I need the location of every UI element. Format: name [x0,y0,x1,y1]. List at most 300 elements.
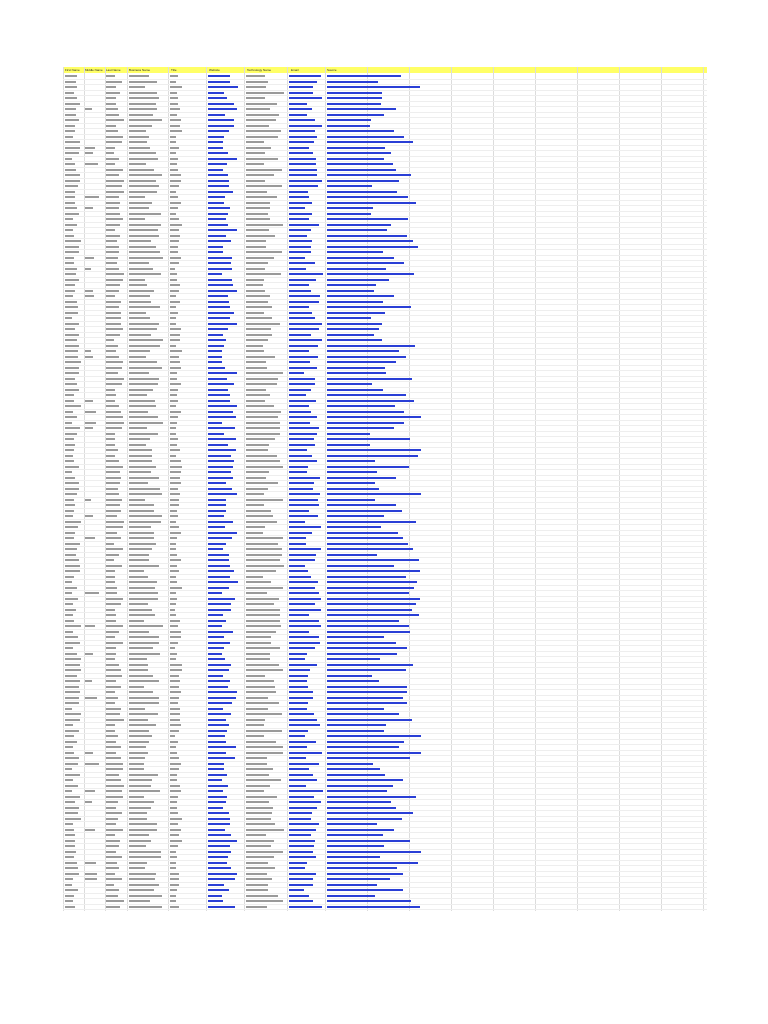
cell-link[interactable] [208,334,223,336]
cell-link[interactable] [208,856,228,858]
cell-link[interactable] [327,746,399,748]
cell-link[interactable] [327,378,412,380]
cell-link[interactable] [208,873,237,875]
cell-link[interactable] [289,807,317,809]
cell-link[interactable] [327,884,377,886]
cell-link[interactable] [327,163,393,165]
cell-link[interactable] [327,774,385,776]
cell-link[interactable] [289,708,307,710]
cell-link[interactable] [289,290,311,292]
cell-link[interactable] [208,752,226,754]
cell-link[interactable] [327,548,413,550]
cell-link[interactable] [208,774,227,776]
cell-link[interactable] [327,328,379,330]
cell-link[interactable] [327,719,412,721]
cell-link[interactable] [289,251,311,253]
cell-link[interactable] [289,438,314,440]
cell-link[interactable] [289,147,309,149]
cell-link[interactable] [289,526,321,528]
cell-link[interactable] [208,482,226,484]
cell-link[interactable] [327,554,377,556]
cell-link[interactable] [208,323,237,325]
cell-link[interactable] [327,251,383,253]
cell-link[interactable] [327,504,396,506]
cell-link[interactable] [208,741,226,743]
cell-link[interactable] [327,433,370,435]
cell-link[interactable] [289,433,317,435]
cell-link[interactable] [327,422,404,424]
cell-link[interactable] [208,598,235,600]
cell-link[interactable] [208,433,224,435]
cell-link[interactable] [289,675,308,677]
cell-link[interactable] [289,394,306,396]
cell-link[interactable] [289,790,323,792]
cell-link[interactable] [327,130,394,132]
cell-link[interactable] [208,92,224,94]
cell-link[interactable] [327,576,406,578]
cell-link[interactable] [289,240,312,242]
cell-link[interactable] [289,856,316,858]
cell-link[interactable] [327,587,414,589]
cell-link[interactable] [289,862,307,864]
cell-link[interactable] [208,785,228,787]
cell-link[interactable] [327,125,370,127]
cell-link[interactable] [208,345,224,347]
cell-link[interactable] [327,834,383,836]
cell-link[interactable] [208,499,226,501]
cell-link[interactable] [208,889,229,891]
cell-link[interactable] [289,757,306,759]
cell-link[interactable] [327,477,396,479]
cell-link[interactable] [327,405,395,407]
cell-link[interactable] [289,328,319,330]
cell-link[interactable] [327,675,372,677]
cell-link[interactable] [289,411,311,413]
cell-link[interactable] [208,521,233,523]
cell-link[interactable] [327,669,406,671]
cell-link[interactable] [208,389,228,391]
cell-link[interactable] [327,598,420,600]
cell-link[interactable] [289,444,315,446]
cell-link[interactable] [289,114,307,116]
cell-link[interactable] [208,455,231,457]
cell-link[interactable] [289,614,309,616]
cell-link[interactable] [289,383,315,385]
cell-link[interactable] [208,664,231,666]
cell-link[interactable] [289,273,323,275]
cell-link[interactable] [289,565,305,567]
cell-link[interactable] [208,796,227,798]
cell-link[interactable] [289,741,316,743]
cell-link[interactable] [289,730,308,732]
cell-link[interactable] [327,768,380,770]
col-title[interactable]: Title [171,68,177,72]
cell-link[interactable] [327,823,377,825]
cell-link[interactable] [289,367,317,369]
cell-link[interactable] [327,482,375,484]
cell-link[interactable] [208,339,226,341]
cell-link[interactable] [208,213,228,215]
cell-link[interactable] [208,620,226,622]
cell-link[interactable] [327,240,413,242]
cell-link[interactable] [327,460,375,462]
cell-link[interactable] [289,636,319,638]
cell-link[interactable] [208,576,230,578]
cell-link[interactable] [208,372,237,374]
cell-link[interactable] [327,845,384,847]
cell-link[interactable] [327,592,409,594]
cell-link[interactable] [289,202,312,204]
cell-link[interactable] [208,477,233,479]
col-middle-name[interactable]: Middle Name [85,68,103,72]
cell-link[interactable] [327,796,416,798]
cell-link[interactable] [208,515,224,517]
cell-link[interactable] [208,735,225,737]
cell-link[interactable] [289,229,311,231]
cell-link[interactable] [289,75,321,77]
cell-link[interactable] [327,642,396,644]
cell-link[interactable] [327,147,385,149]
cell-link[interactable] [208,493,237,495]
cell-link[interactable] [327,444,370,446]
cell-link[interactable] [289,180,322,182]
cell-link[interactable] [327,301,383,303]
cell-link[interactable] [289,691,313,693]
cell-link[interactable] [208,427,235,429]
cell-link[interactable] [208,614,223,616]
cell-link[interactable] [289,279,316,281]
cell-link[interactable] [327,801,391,803]
cell-link[interactable] [208,504,226,506]
cell-link[interactable] [327,862,418,864]
cell-link[interactable] [289,840,315,842]
cell-link[interactable] [327,543,408,545]
cell-link[interactable] [327,807,396,809]
cell-link[interactable] [289,543,306,545]
cell-link[interactable] [289,620,319,622]
cell-link[interactable] [289,405,309,407]
cell-link[interactable] [327,708,384,710]
cell-link[interactable] [327,257,394,259]
cell-link[interactable] [327,620,399,622]
cell-link[interactable] [289,598,321,600]
cell-link[interactable] [289,812,312,814]
cell-link[interactable] [327,86,420,88]
cell-link[interactable] [289,658,305,660]
cell-link[interactable] [208,422,222,424]
cell-link[interactable] [208,191,233,193]
cell-link[interactable] [289,504,319,506]
cell-link[interactable] [327,532,398,534]
cell-link[interactable] [208,367,225,369]
cell-link[interactable] [327,356,406,358]
cell-link[interactable] [208,587,229,589]
cell-link[interactable] [208,708,223,710]
cell-link[interactable] [289,466,308,468]
cell-link[interactable] [327,196,408,198]
cell-link[interactable] [327,218,408,220]
cell-link[interactable] [327,191,397,193]
cell-link[interactable] [327,323,382,325]
cell-link[interactable] [327,466,409,468]
cell-link[interactable] [327,818,402,820]
cell-link[interactable] [208,273,222,275]
cell-link[interactable] [208,867,231,869]
cell-link[interactable] [327,653,397,655]
cell-link[interactable] [327,119,371,121]
cell-link[interactable] [289,268,306,270]
cell-link[interactable] [208,312,234,314]
cell-link[interactable] [208,400,230,402]
cell-link[interactable] [327,169,396,171]
cell-link[interactable] [327,345,415,347]
cell-link[interactable] [208,350,222,352]
cell-link[interactable] [327,455,418,457]
cell-link[interactable] [327,686,407,688]
cell-link[interactable] [289,829,316,831]
cell-link[interactable] [289,356,318,358]
col-technology-name[interactable]: Technology Name [247,68,272,72]
cell-link[interactable] [208,697,236,699]
cell-link[interactable] [327,295,394,297]
cell-link[interactable] [327,625,409,627]
cell-link[interactable] [208,862,227,864]
cell-link[interactable] [208,411,233,413]
cell-link[interactable] [327,713,399,715]
cell-link[interactable] [208,757,235,759]
cell-link[interactable] [289,774,313,776]
cell-link[interactable] [289,174,317,176]
cell-link[interactable] [289,295,320,297]
cell-link[interactable] [208,691,237,693]
cell-link[interactable] [289,207,305,209]
cell-link[interactable] [208,284,233,286]
col-email[interactable]: Email [291,68,299,72]
cell-link[interactable] [289,796,314,798]
cell-link[interactable] [289,103,307,105]
cell-link[interactable] [208,130,229,132]
cell-link[interactable] [208,378,227,380]
cell-link[interactable] [327,449,421,451]
cell-link[interactable] [208,537,232,539]
cell-link[interactable] [208,526,225,528]
cell-link[interactable] [289,246,311,248]
cell-link[interactable] [289,493,320,495]
cell-link[interactable] [327,763,373,765]
cell-link[interactable] [289,823,319,825]
cell-link[interactable] [327,114,384,116]
cell-link[interactable] [327,565,394,567]
cell-link[interactable] [289,779,317,781]
cell-link[interactable] [327,213,371,215]
cell-link[interactable] [289,301,319,303]
cell-link[interactable] [208,229,237,231]
cell-link[interactable] [208,290,237,292]
cell-link[interactable] [208,702,232,704]
cell-link[interactable] [327,312,385,314]
cell-link[interactable] [289,141,314,143]
cell-link[interactable] [208,163,227,165]
cell-link[interactable] [327,878,390,880]
cell-link[interactable] [327,647,407,649]
cell-link[interactable] [289,125,322,127]
cell-link[interactable] [289,724,320,726]
cell-link[interactable] [327,724,386,726]
cell-link[interactable] [208,686,228,688]
cell-link[interactable] [208,570,234,572]
cell-link[interactable] [327,873,403,875]
cell-link[interactable] [327,829,394,831]
cell-link[interactable] [327,229,387,231]
cell-link[interactable] [289,735,305,737]
cell-link[interactable] [327,262,404,264]
cell-link[interactable] [289,889,304,891]
col-first-name[interactable]: First Name [65,68,80,72]
cell-link[interactable] [289,785,306,787]
cell-link[interactable] [327,339,382,341]
cell-link[interactable] [289,686,308,688]
cell-link[interactable] [208,328,228,330]
cell-link[interactable] [289,345,318,347]
cell-link[interactable] [208,658,225,660]
cell-link[interactable] [208,268,232,270]
cell-link[interactable] [327,235,407,237]
cell-link[interactable] [208,202,224,204]
cell-link[interactable] [327,790,387,792]
cell-link[interactable] [289,152,313,154]
cell-link[interactable] [289,554,316,556]
cell-link[interactable] [289,477,320,479]
cell-link[interactable] [289,262,315,264]
cell-link[interactable] [327,361,396,363]
cell-link[interactable] [289,482,314,484]
cell-link[interactable] [327,851,421,853]
cell-link[interactable] [289,339,322,341]
cell-link[interactable] [327,691,407,693]
cell-link[interactable] [289,515,318,517]
cell-link[interactable] [208,317,230,319]
cell-link[interactable] [208,460,234,462]
cell-link[interactable] [208,185,229,187]
cell-link[interactable] [327,856,380,858]
cell-link[interactable] [289,361,310,363]
cell-link[interactable] [208,444,228,446]
cell-link[interactable] [208,174,228,176]
cell-link[interactable] [289,867,305,869]
cell-link[interactable] [289,400,316,402]
cell-link[interactable] [208,625,222,627]
cell-link[interactable] [327,812,413,814]
cell-link[interactable] [289,427,319,429]
cell-link[interactable] [327,636,384,638]
cell-link[interactable] [327,427,394,429]
cell-link[interactable] [327,268,386,270]
cell-link[interactable] [289,372,304,374]
cell-link[interactable] [327,906,420,908]
cell-link[interactable] [208,669,229,671]
cell-link[interactable] [327,400,414,402]
cell-link[interactable] [289,801,321,803]
cell-link[interactable] [208,647,224,649]
cell-link[interactable] [327,284,376,286]
cell-link[interactable] [327,779,403,781]
cell-link[interactable] [208,246,223,248]
cell-link[interactable] [208,224,228,226]
cell-link[interactable] [289,603,315,605]
cell-link[interactable] [208,262,231,264]
cell-link[interactable] [289,499,318,501]
cell-link[interactable] [208,631,233,633]
cell-link[interactable] [327,416,421,418]
cell-link[interactable] [289,559,315,561]
cell-link[interactable] [208,823,230,825]
cell-link[interactable] [289,196,309,198]
cell-link[interactable] [208,306,230,308]
cell-link[interactable] [208,895,222,897]
cell-link[interactable] [289,576,311,578]
cell-link[interactable] [327,867,397,869]
cell-link[interactable] [327,180,399,182]
cell-link[interactable] [289,510,309,512]
cell-link[interactable] [208,884,224,886]
cell-link[interactable] [289,108,312,110]
cell-link[interactable] [327,757,410,759]
cell-link[interactable] [208,548,223,550]
cell-link[interactable] [208,235,226,237]
cell-link[interactable] [289,884,313,886]
cell-link[interactable] [289,664,317,666]
cell-link[interactable] [289,851,313,853]
cell-link[interactable] [289,587,315,589]
cell-link[interactable] [289,257,305,259]
cell-link[interactable] [327,614,419,616]
col-website[interactable]: Website [209,68,220,72]
cell-link[interactable] [327,488,379,490]
cell-link[interactable] [327,895,375,897]
cell-link[interactable] [208,152,228,154]
cell-link[interactable] [289,191,308,193]
cell-link[interactable] [208,554,229,556]
cell-link[interactable] [289,224,319,226]
cell-link[interactable] [289,900,313,902]
cell-link[interactable] [289,416,317,418]
cell-link[interactable] [327,631,410,633]
cell-link[interactable] [289,235,307,237]
cell-link[interactable] [208,829,225,831]
cell-link[interactable] [289,680,307,682]
cell-link[interactable] [327,75,401,77]
cell-link[interactable] [289,163,316,165]
cell-link[interactable] [208,75,230,77]
col-business-name[interactable]: Business Name [129,68,151,72]
cell-link[interactable] [208,818,230,820]
cell-link[interactable] [327,108,396,110]
cell-link[interactable] [327,158,384,160]
cell-link[interactable] [289,537,306,539]
cell-link[interactable] [208,807,223,809]
cell-link[interactable] [327,840,410,842]
cell-link[interactable] [208,845,230,847]
cell-link[interactable] [208,763,224,765]
cell-link[interactable] [327,735,421,737]
cell-link[interactable] [208,900,223,902]
cell-link[interactable] [289,218,309,220]
col-last-name[interactable]: Last Name [106,68,121,72]
col-source[interactable]: Source [327,68,337,72]
cell-link[interactable] [289,350,309,352]
cell-link[interactable] [289,631,309,633]
cell-link[interactable] [208,581,238,583]
